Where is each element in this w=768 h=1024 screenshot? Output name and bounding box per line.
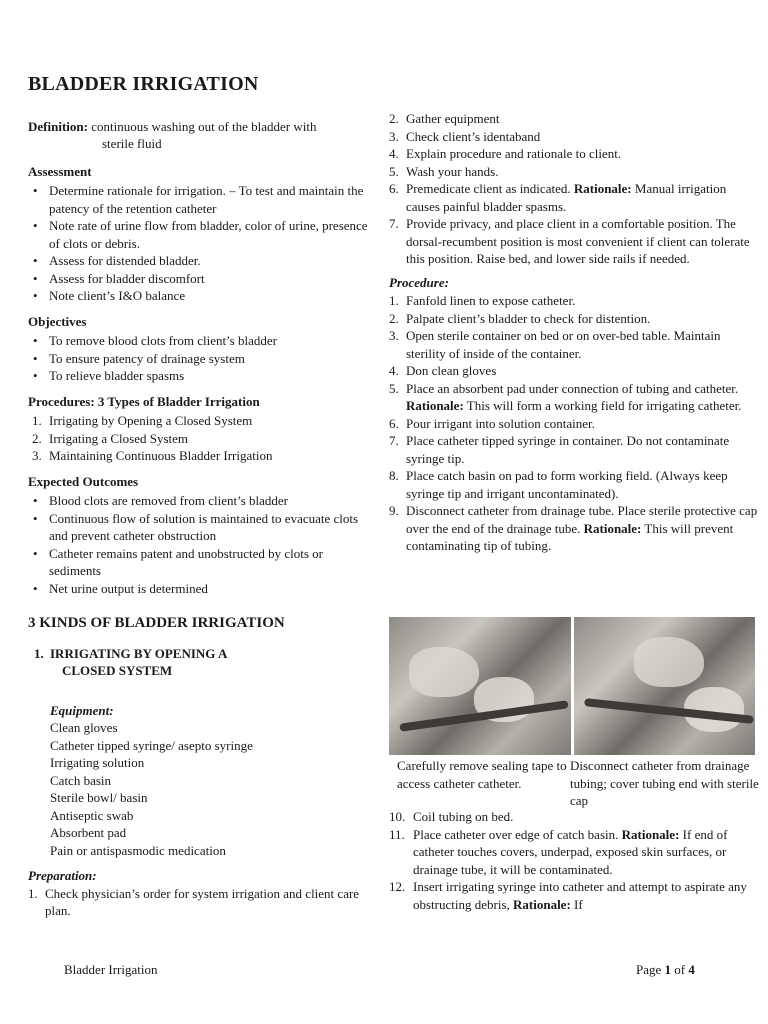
caption-left: Carefully remove sealing tape to access catheter catheter. (397, 758, 567, 791)
list-item: Antiseptic swab (50, 807, 134, 823)
list-item: 2. Gather equipment (389, 111, 500, 126)
kind-1-number: 1. (34, 645, 44, 661)
list-item: • Note client’s I&O balance (28, 287, 373, 305)
kind-1-line-2: CLOSED SYSTEM (62, 663, 173, 678)
objectives-list (28, 332, 373, 385)
list-item: 12. Insert irrigating syringe into catheter and attempt to aspirate any obstructing debris, Rationale: If (389, 879, 747, 912)
assessment-list (28, 182, 373, 305)
list-item: 4. Explain procedure and rationale to client. (389, 146, 622, 161)
equipment-heading: Equipment: (50, 702, 114, 718)
list-item: • To remove blood clots from client’s bladder (28, 332, 373, 350)
list-item: • Note rate of urine flow from bladder, color of urine, presence of clots or debris. (28, 217, 373, 252)
list-item: • To ensure patency of drainage system (28, 350, 373, 368)
procedure-types-list (28, 412, 373, 465)
equipment-list (28, 719, 373, 859)
list-item: • Assess for distended bladder. (28, 252, 373, 270)
left-column (28, 73, 373, 928)
list-item: 7. Provide privacy, and place client in a comfortable position. The dorsal-recumbent position is most convenient if client can tolerate this position. Raise bed, and lower side rails if needed. (389, 216, 750, 266)
list-item: 3. Open sterile container on bed or on over-bed table. Maintain sterility of inside of the container. (389, 328, 721, 361)
list-item: • Catheter remains patent and unobstructed by clots or sediments (28, 545, 373, 580)
list-item: Clean gloves (50, 720, 118, 735)
photo-disconnect-catheter (574, 617, 756, 755)
kind-1-line-1: IRRIGATING BY OPENING A (50, 645, 228, 661)
list-item: Catheter tipped syringe/ asepto syringe (50, 737, 253, 753)
expected-outcomes-list (28, 492, 373, 597)
list-item: 3. Check client’s identaband (389, 128, 541, 144)
list-item: Catch basin (50, 772, 112, 788)
preparation-heading: Preparation: (28, 868, 97, 883)
preparation-list-cont (389, 110, 759, 268)
list-item: 5. Wash your hands. (389, 163, 499, 179)
definition-label: Definition: (28, 118, 88, 134)
caption-right: Disconnect catheter from drainage tubing; cover tubing end with sterile cap (570, 758, 759, 808)
procedure-list-cont (389, 808, 759, 913)
list-item: • Assess for bladder discomfort (28, 270, 373, 288)
list-item: Pain or antispasmodic medication (50, 842, 226, 858)
objectives-heading: Objectives (28, 313, 87, 329)
list-item: 1. Irrigating by Opening a Closed System (32, 413, 253, 428)
list-item: 2. Palpate client’s bladder to check for distention. (389, 310, 651, 326)
definition (28, 118, 373, 153)
page-title: BLADDER IRRIGATION (28, 73, 259, 95)
list-item: • Blood clots are removed from client’s bladder (28, 492, 373, 510)
list-item: 9. Disconnect catheter from drainage tube. Place sterile protective cap over the end of the drainage tube. Rationale: This will prevent contaminating tip of tubing. (389, 503, 758, 553)
footer-title: Bladder Irrigation (64, 962, 158, 977)
list-item: Sterile bowl/ basin (50, 790, 148, 805)
preparation-list-start (28, 885, 373, 920)
kinds-heading: 3 KINDS OF BLADDER IRRIGATION (28, 615, 285, 631)
assessment-heading: Assessment (28, 163, 92, 179)
list-item: 5. Place an absorbent pad under connection of tubing and catheter. Rationale: This will form a working field for irrigating catheter. (389, 380, 742, 413)
definition-text-2: sterile fluid (102, 136, 162, 151)
list-item: Absorbent pad (50, 825, 127, 840)
list-item: 8. Place catch basin on pad to form working field. (Always keep syringe tip and irrigant uncontaminated). (389, 468, 728, 501)
kind-1-heading (28, 645, 373, 680)
procedure-continued (389, 808, 759, 921)
list-item: 3. Maintaining Continuous Bladder Irrigation (32, 448, 273, 463)
expected-outcomes-heading: Expected Outcomes (28, 473, 139, 489)
list-item: • Determine rationale for irrigation. – To test and maintain the patency of the retention catheter (28, 182, 373, 217)
list-item: Irrigating solution (50, 755, 145, 770)
list-item: 7. Place catheter tipped syringe in container. Do not contaminate syringe tip. (389, 433, 730, 466)
list-item: 10. Coil tubing on bed. (389, 809, 514, 824)
list-item: • To relieve bladder spasms (28, 367, 373, 385)
procedure-heading: Procedure: (389, 274, 449, 290)
procedure-list (389, 292, 759, 555)
page-number: Page 1 of 4 (636, 962, 695, 977)
photo-remove-sealing-tape (389, 617, 571, 755)
list-item: 1. Check physician’s order for system irrigation and client care plan. (28, 885, 360, 918)
procedure-types-heading: Procedures: 3 Types of Bladder Irrigation (28, 393, 260, 409)
list-item: 6. Pour irrigant into solution container. (389, 415, 595, 431)
list-item: 1. Fanfold linen to expose catheter. (389, 293, 576, 308)
list-item: • Net urine output is determined (28, 580, 373, 598)
list-item: 4. Don clean gloves (389, 363, 497, 378)
procedure-photos (389, 617, 755, 755)
right-column (389, 110, 759, 563)
list-item: • Continuous flow of solution is maintained to evacuate clots and prevent catheter obstruction (28, 510, 373, 545)
list-item: 2. Irrigating a Closed System (32, 430, 189, 446)
list-item: 11. Place catheter over edge of catch basin. Rationale: If end of catheter touches covers, underpad, exposed skin surfaces, or drainage tube, it will be contaminated. (389, 826, 728, 877)
definition-text-1: continuous washing out of the bladder with (91, 118, 317, 134)
list-item: 6. Premedicate client as indicated. Rationale: Manual irrigation causes painful bladder spasms. (389, 181, 727, 214)
